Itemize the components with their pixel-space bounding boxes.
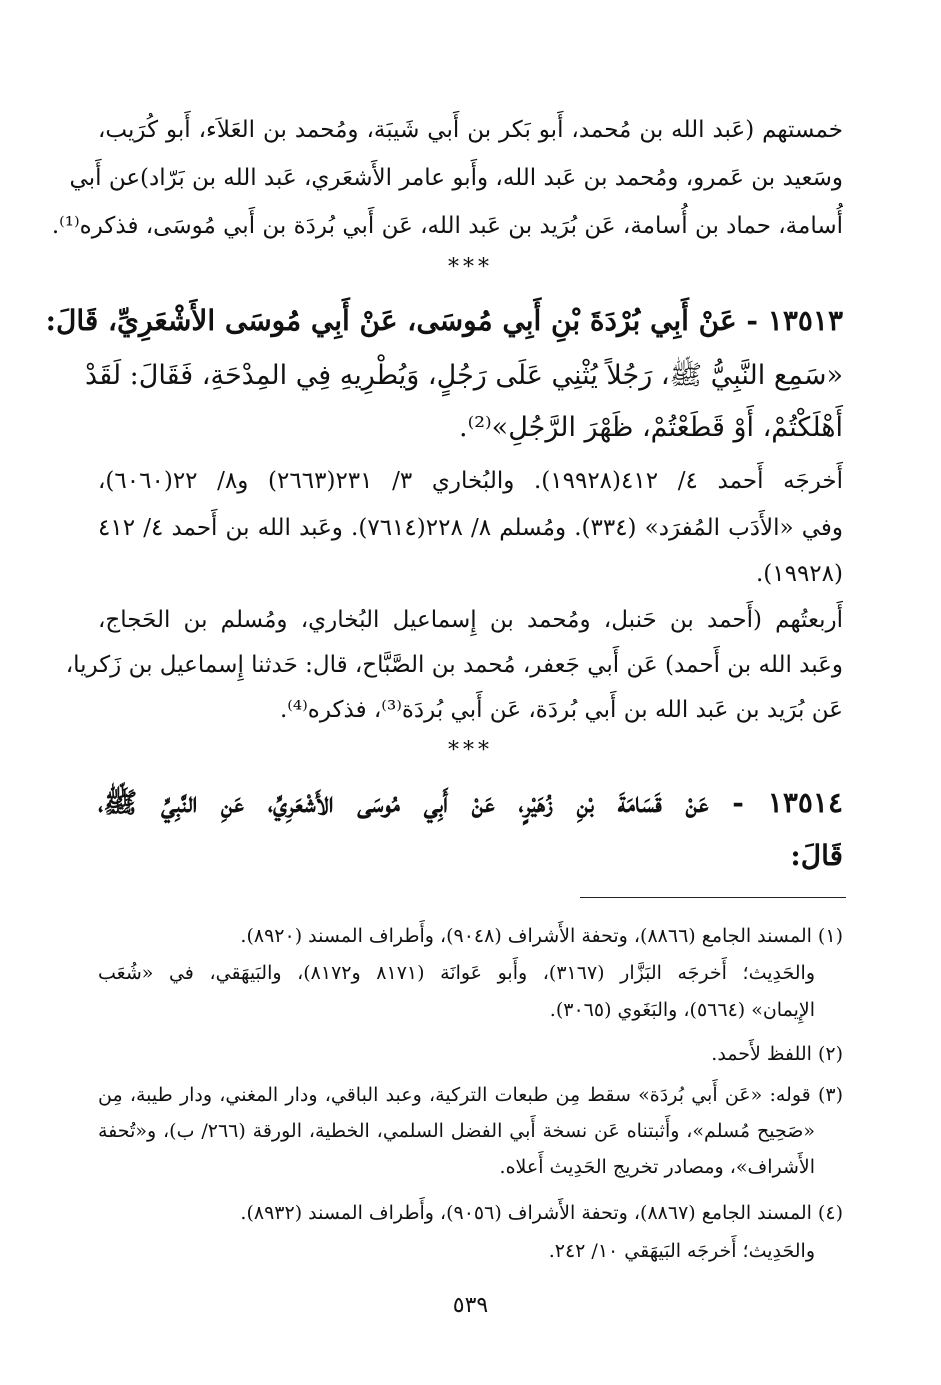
footnote-line: «صَحِيح مُسلم»، وأَثبتناه عَن نسخة أَبي الفضل السلمي، الخطية، الورقة (٢٦٦/ ب)، و«تُحفة — [98, 1120, 815, 1142]
section-separator: *** — [448, 738, 493, 763]
hadith-heading: قَالَ: — [790, 839, 843, 872]
text-line: وعَبد الله بن أَحمد) عَن أَبي جَعفر، مُحمد بن الصَّبَّاح، قال: حَدثنا إِسماعيل بن زَكريا، — [65, 652, 843, 678]
hadith-heading: ١٣٥١٤ - عَنْ قَسَامَةَ بْنِ زُهَيْرٍ، عَنْ أَبِي مُوسَى الأَشْعَرِيِّ، عَنِ النَّبِيِّ ﷺ، — [98, 786, 843, 819]
section-separator: *** — [448, 255, 493, 280]
footnote-divider — [580, 897, 846, 898]
footnote-line: (٤) المسند الجامع (٨٨٦٧)، وتحفة الأَشراف (٩٠٥٦)، وأَطراف المسند (٨٩٣٢). — [240, 1202, 843, 1224]
text-line: وسَعيد بن عَمرو، ومُحمد بن عَبد الله، وأَبو عامر الأَشعَري، عَبد الله بن بَرّاد)عن أَبي — [69, 165, 843, 191]
text-line: أَخرجَه أَحمد ٤/ ٤١٢(١٩٩٢٨). والبُخاري ٣/ ٢٣١(٢٦٦٣) و٨/ ٢٢(٦٠٦٠)، — [98, 468, 843, 494]
text-line: أُسامة، حماد بن أُسامة، عَن بُرَيد بن عَبد الله، عَن أَبي بُردَة بن أَبي مُوسَى، فذكره⁽¹⁾. — [51, 213, 843, 239]
text-line: أَربعتُهم (أَحمد بن حَنبل، ومُحمد بن إِسماعيل البُخاري، ومُسلم بن الحَجاج، — [98, 607, 843, 633]
text-line: وفي «الأَدَب المُفرَد» (٣٣٤). ومُسلم ٨/ ٢٢٨(٧٦١٤). وعَبد الله بن أَحمد ٤/ ٤١٢ — [98, 515, 843, 541]
text-line: عَن بُرَيد بن عَبد الله بن أَبي بُردَة، عَن أَبي بُردَة⁽³⁾، فذكره⁽⁴⁾. — [279, 697, 843, 723]
footnote-line: (١) المسند الجامع (٨٨٦٦)، وتحفة الأَشراف (٩٠٤٨)، وأَطراف المسند (٨٩٢٠). — [240, 925, 843, 947]
text-line: (١٩٩٢٨). — [755, 561, 843, 587]
footnote-line: الإِيمان» (٥٦٦٤)، والبَغَوي (٣٠٦٥). — [549, 999, 815, 1021]
hadith-heading: ١٣٥١٣ - عَنْ أَبِي بُرْدَةَ بْنِ أَبِي مُوسَى، عَنْ أَبِي مُوسَى الأَشْعَرِيِّ، قَالَ: — [45, 304, 843, 337]
text-line: خمستهم (عَبد الله بن مُحمد، أَبو بَكر بن أَبي شَيبَة، ومُحمد بن العَلاَء، أَبو كُرَيب، — [98, 117, 843, 143]
footnote-line: (٣) قوله: «عَن أَبي بُردَة» سقط مِن طبعات التركية، وعبد الباقي، ودار المغني، ودار طيبة، مِن — [98, 1084, 843, 1106]
footnote-line: الأَشراف»، ومصادر تخريج الحَدِيث أَعلاه. — [499, 1156, 815, 1178]
footnote-line: (٢) اللفظ لأَحمد. — [711, 1043, 843, 1065]
footnote-line: والحَدِيث؛ أَخرجَه البَيهَقي ١٠/ ٢٤٢. — [548, 1240, 815, 1262]
hadith-text-line: «سَمِع النَّبِيُّ ﷺ، رَجُلاً يُثْنِي عَلَى رَجُلٍ، وَيُطْرِيهِ فِي المِدْحَةِ، فَقَالَ: لَقَدْ — [85, 360, 843, 391]
hadith-text-line: أَهْلَكْتُمْ، أَوْ قَطَعْتُمْ، ظَهْرَ الرَّجُلِ»⁽²⁾. — [459, 412, 843, 443]
footnote-line: والحَدِيث؛ أَخرجَه البَزَّار (٣١٦٧)، وأَبو عَوانَة (٨١٧١ و٨١٧٢)، والبَيهَقي، في «شُعَب — [98, 962, 815, 984]
page-number: ٥٣٩ — [452, 1293, 489, 1318]
